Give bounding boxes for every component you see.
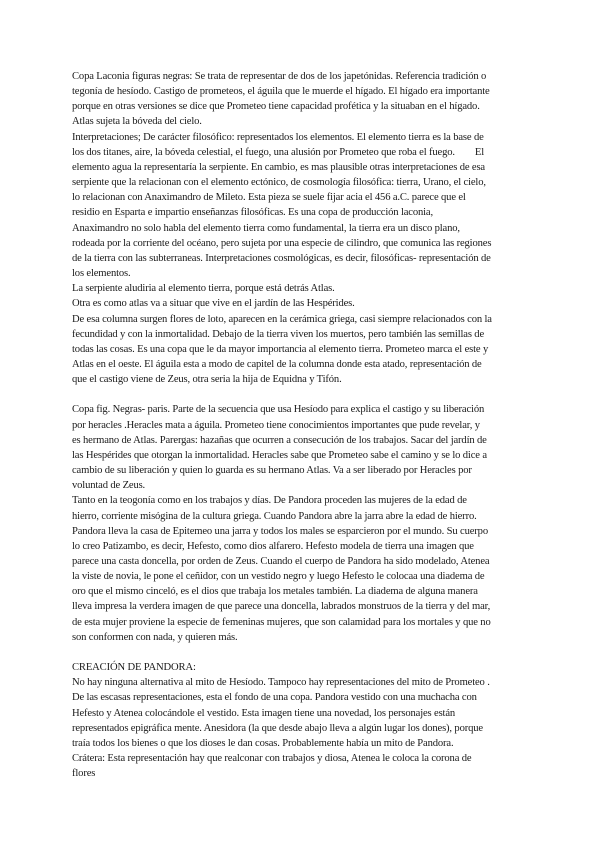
paragraph-copa-laconia [72, 69, 532, 387]
text-line: tegonía de hesíodo. Castigo de prometeos, el águila que le muerde el hígado. El hígado era importante [72, 86, 490, 98]
text-line: las Hespérides que otorgan la inmortalidad. Heracles sabe que Prometeo sabe el camino y se lo dice a [72, 449, 487, 461]
text-line: la viste de novia, le pone el ceñidor, con un vestido negro y luego Hefesto le colocaa una diadema de [72, 571, 485, 583]
document-page [72, 69, 532, 781]
text-line: Crátera: Esta representación hay que realconar con trabajos y diosa, Atenea le coloca la corona de [72, 753, 472, 764]
text-line: representados epigráfica mente. Anesidora (la que desde abajo lleva a algún lugar los dones), porque [72, 722, 483, 734]
text-line: es hermano de Atlas. Parergas: hazañas que ocurren a consecución de los trabajos. Sacar del jardín de [72, 434, 487, 446]
text-line: residio en Esparta e impartio enseñanzas filosóficas. Es una copa de producción laconia, [72, 207, 433, 219]
text-line: Anaximandro no solo habla del elemento tierra como fundamental, la tierra era un disco plano, [72, 222, 460, 234]
text-line: que el castigo viene de Zeus, otra seria la hija de Equidna y Tifón. [72, 374, 342, 386]
text-line: parece una casta doncella, por orden de Zeus. Cuando el cuerpo de Pandora ha sido modelado, Atenea [72, 555, 490, 567]
text-line: serpiente que la relacionan con el elemento ectónico, de cosmología filosófica: tierra, Urano, el cielo, [72, 177, 486, 189]
paragraph-copa-negras-paris [72, 402, 532, 645]
text-line: Atlas en el oeste. El águila esta a modo de capitel de la columna donde esta atado, representación de [72, 358, 482, 370]
text-line: rodeada por la corriente del océano, pero sujeta por una especie de cilindro, que comunica las regiones [72, 237, 492, 249]
section-heading: CREACIÓN DE PANDORA: [72, 662, 196, 674]
text-line: Otra es como atlas va a situar que vive en el jardín de las Hespérides. [72, 298, 355, 310]
text-line: porque en otras versiones se dice que Prometeo tiene capacidad profética y la situaban en el hígado. [72, 101, 480, 113]
text-line: Interpretaciones; De carácter filosófico: representados los elementos. El elemento tierra es la base de [72, 131, 484, 143]
text-line: lo creo Patizambo, es decir, Hefesto, como dios alfarero. Hefesto modela de tierra una imagen que [72, 540, 474, 552]
text-line: oro que el mismo cinceló, es el dios que trabaja los metales también. La diadema de alguna manera [72, 586, 478, 598]
text-line: No hay ninguna alternativa al mito de Hesíodo. Tampoco hay representaciones del mito de Prometeo . [72, 677, 490, 689]
text-line: de esta mujer proviene la especie de femeninas mujeres, que son calamidad para los mortales y que no [72, 616, 491, 628]
text-line: Tanto en la teogonía como en los trabajos y días. De Pandora proceden las mujeres de la edad de [72, 495, 467, 507]
text-line: los dos titanes, aire, la bóveda celestial, el fuego, una alusión por Prometeo que roba el fuego. El [72, 146, 484, 158]
text-line: Pandora lleva la casa de Epitemeo una jarra y todos los males se esparcieron por el mundo. Su cuerpo [72, 525, 488, 537]
text-line: De las escasas representaciones, esta el fondo de una copa. Pandora vestido con una muchacha con [72, 692, 477, 704]
text-line: por heracles .Heracles mata a águila. Prometeo tiene conocimientos importantes que pude revelar, y [72, 419, 480, 431]
text-line: fecundidad y con la inmortalidad. Debajo de la tierra viven los muertos, pero también las semillas de [72, 328, 484, 340]
text-line: son conformen con nada, y quieren más. [72, 631, 238, 643]
text-line: traía todos los bienes o que los dioses le dan cosas. Probablemente había un mito de Pandora. [72, 737, 454, 749]
text-line: Copa fig. Negras- paris. Parte de la secuencia que usa Hesíodo para explica el castigo y su liberación [72, 404, 485, 416]
text-line: lo relacionan con Anaximandro de Mileto. Esta pieza se suele fijar acia el 456 a.C. parece que el [72, 192, 466, 204]
text-line: Hefesto y Atenea colocándole el vestido. Esta imagen tiene una novedad, los personajes están [72, 707, 456, 719]
text-line: los elementos. [72, 268, 131, 280]
text-line: de la tierra con las subterraneas. Interpretaciones cosmológicas, es decir, filosóficas- representación de [72, 252, 491, 264]
text-line: todas las cosas. Es una copa que le da mayor importancia al elemento tierra. Prometeo marca el este y [72, 343, 489, 355]
text-line: lleva impresa la verdera imagen de que parece una doncella, labrados monstruos de la tierra y del mar, [72, 601, 491, 613]
text-line: flores [72, 768, 96, 780]
text-line: De esa columna surgen flores de loto, aparecen en la cerámica griega, casi siempre relacionados con la [72, 313, 492, 325]
text-line: elemento agua la representaría la serpiente. En cambio, es mas plausible otras interpretaciones de esa [72, 161, 485, 173]
text-line: La serpiente aludiria al elemento tierra, porque está detrás Atlas. [72, 283, 335, 295]
paragraph-spacer [72, 387, 532, 402]
paragraph-creacion-pandora [72, 675, 532, 781]
paragraph-spacer [72, 645, 532, 660]
text-line: cambio de su liberación y quien lo guarda es su hermano Atlas. Va a ser liberado por Heracles por [72, 465, 472, 477]
text-line: Atlas sujeta la bóveda del cielo. [72, 116, 202, 128]
text-line: hierro, corriente misógina de la cultura griega. Cuando Pandora abre la jarra abre la edad de hierro. [72, 510, 477, 522]
text-line: voluntad de Zeus. [72, 480, 146, 492]
text-line: Copa Laconia figuras negras: Se trata de representar de dos de los japetónidas. Referencia tradición o [72, 71, 487, 82]
